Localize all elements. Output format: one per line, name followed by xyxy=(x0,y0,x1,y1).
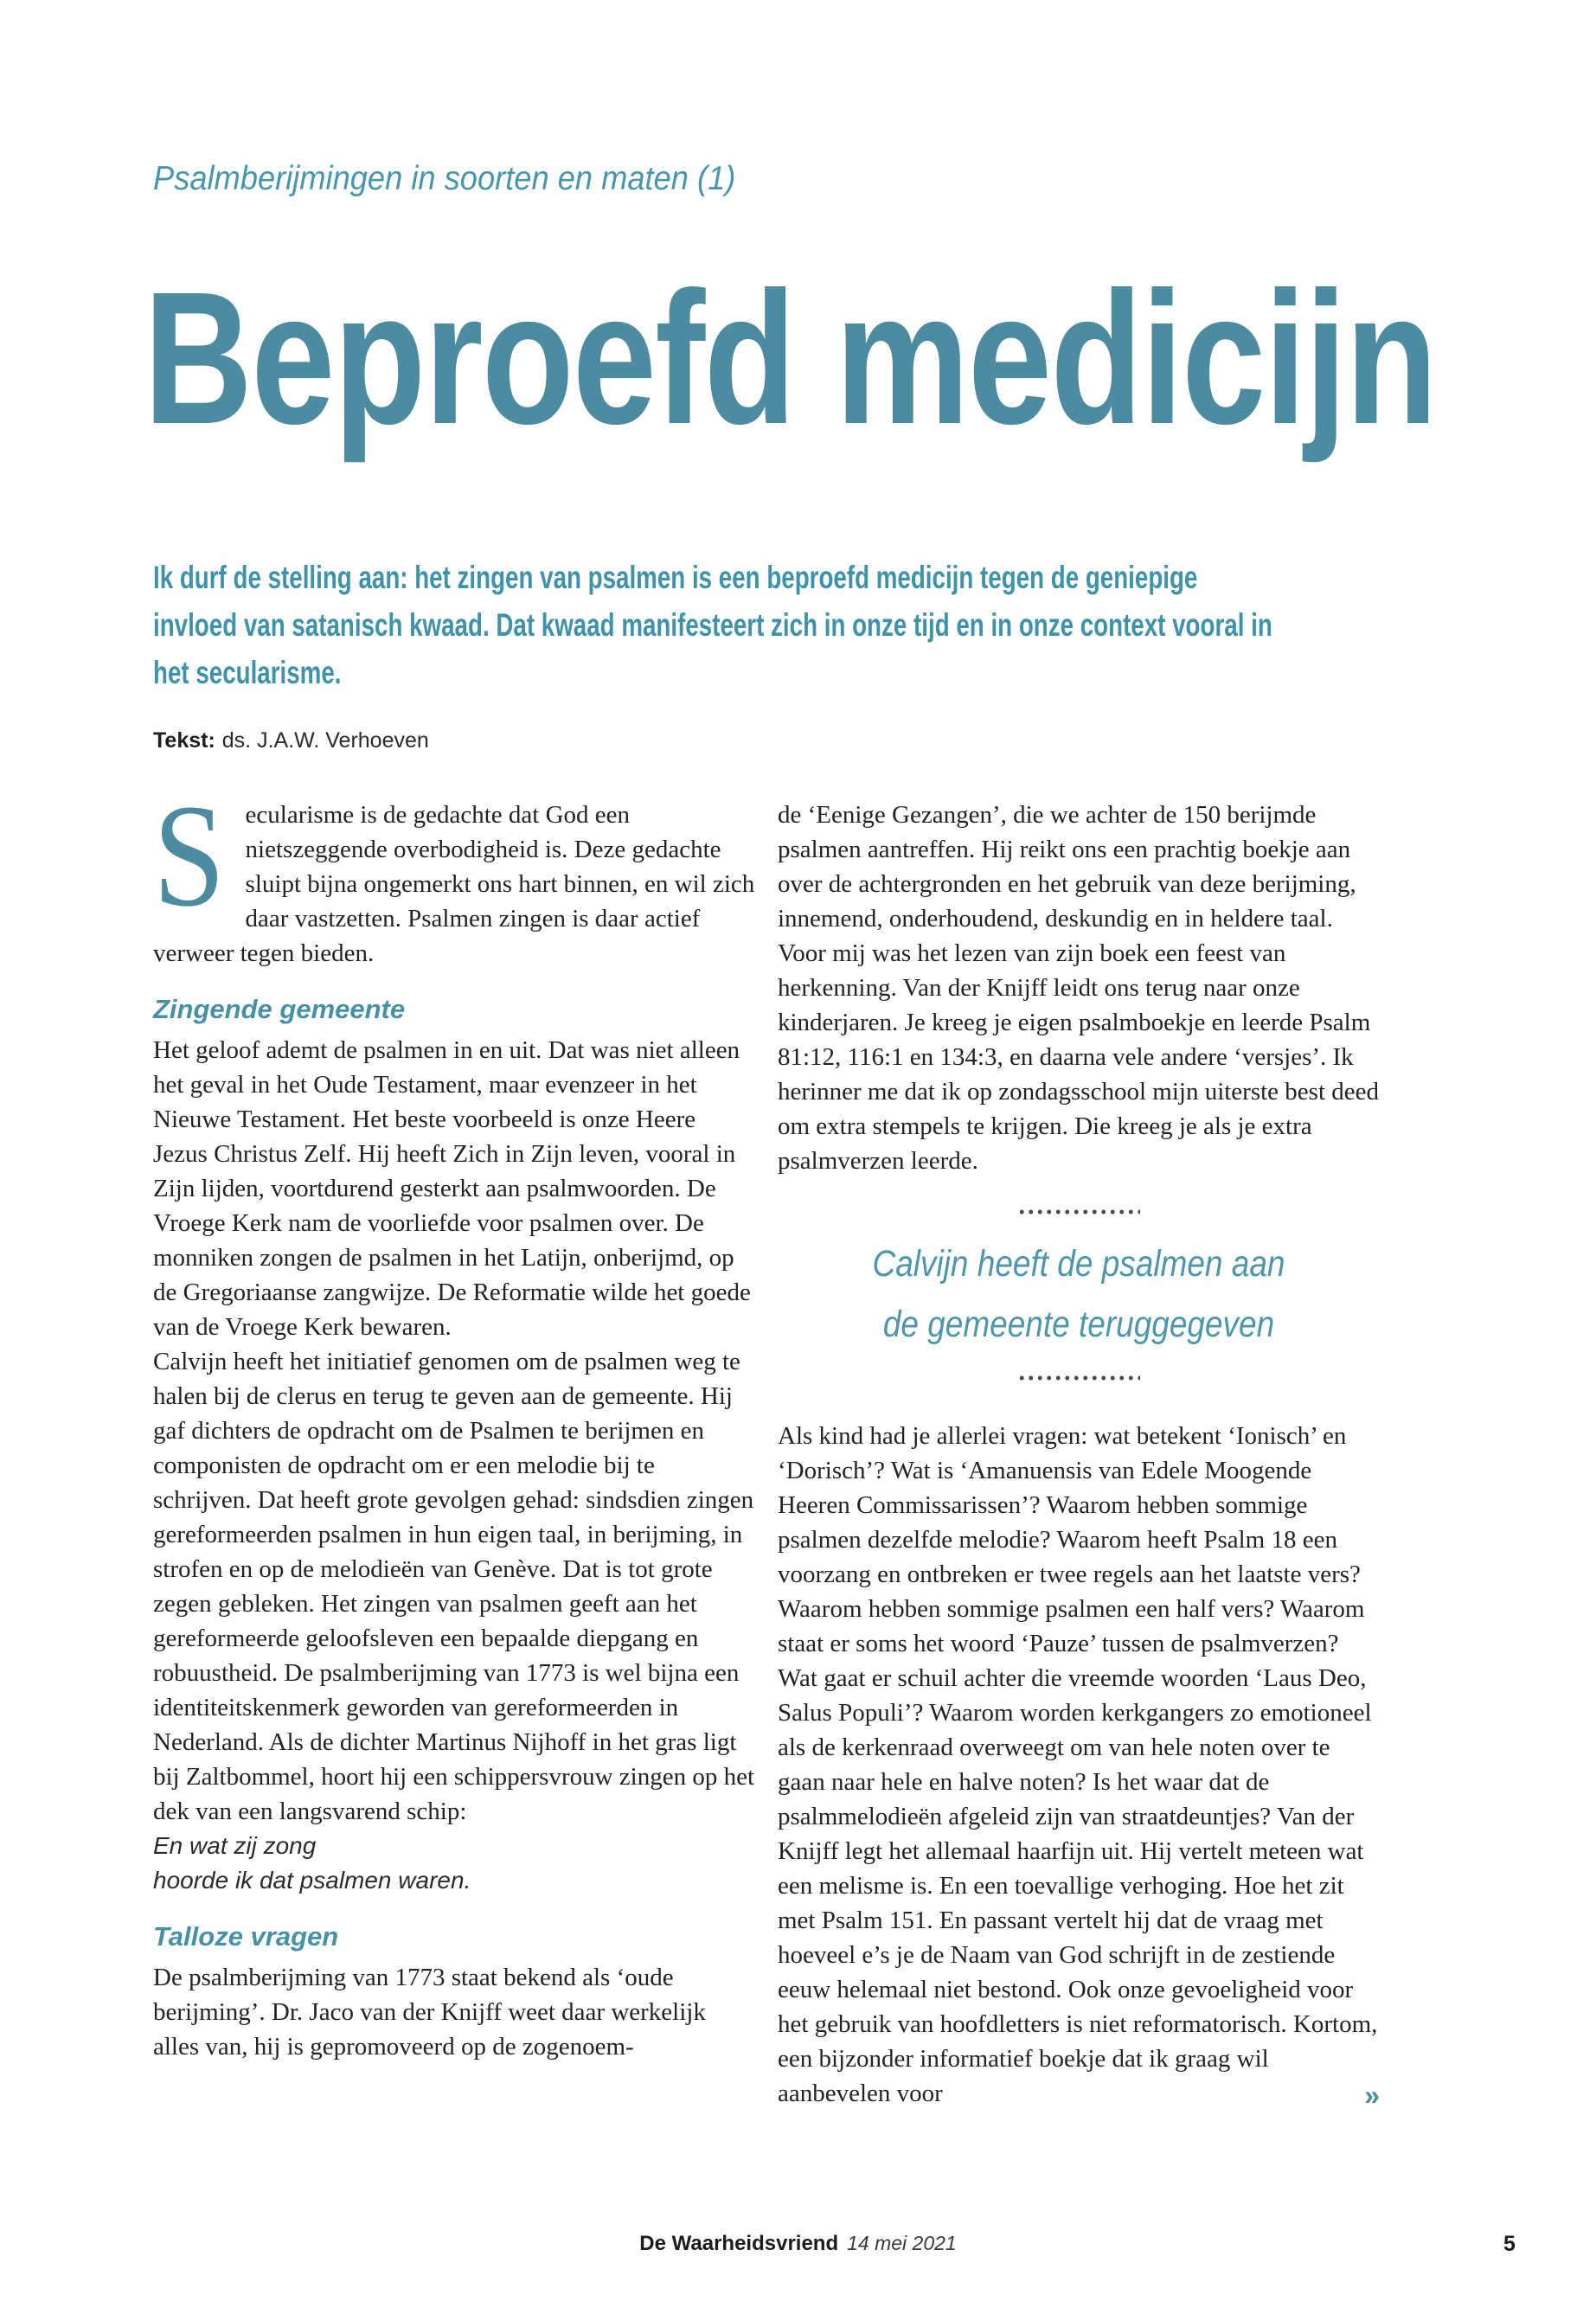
body-paragraph: Als kind had je allerlei vragen: wat betekent ‘Ionisch’ en ‘Dorisch’? Wat is ‘Amanuensis van Edele Moogende Heeren Commissarissen’? Waarom hebben sommige psalmen dezelfde melodie? Waarom heeft Psalm 18 een voorzang en ontbreken er twee regels aan het laatste vers? Waarom hebben sommige psalmen een half vers? Waarom staat er soms het woord ‘Pauze’ tussen de psalmverzen? Wat gaat er schuil achter die vreemde woorden ‘Laus Deo, Salus Populi’? Waarom worden kerkgangers zo emotioneel als de kerkenraad overweegt om van hele noten over te gaan naar hele en halve noten? Is het waar dat de psalmmelodieën afgeleid zijn van straatdeuntjes? Van der Knijff legt het allemaal haarfijn uit. Hij vertelt meteen wat een melisme is. En een toevallige verhoging. Hoe het zit met Psalm 151. En passant vertelt hij dat de vraag met hoeveel e’s je de Naam van God schrijft in de zestiende eeuw helemaal niet bestond. Ook onze gevoeligheid voor het gebruik van hoofdletters is niet reformatorisch. Kortom, een bijzonder informatief boekje dat ik graag wil aanbevelen voor » xyxy=(778,1422,1380,2111)
body-paragraph: de ‘Eenige Gezangen’, die we achter de 150 berijmde psalmen aantreffen. Hij reikt ons een prachtig boekje aan over de achtergronden en het gebruik van deze berijming, innemend, onderhoudend, deskundig en in heldere taal. Voor mij was het lezen van zijn boek een feest van herkenning. Van der Knijff leidt ons terug naar onze kinderjaren. Je kreeg je eigen psalmboekje en leerde Psalm 81:12, 116:1 en 134:3, en daarna vele andere ‘versjes’. Ik herinner me dat ik op zondagsschool mijn uiterste best deed om extra stempels te krijgen. Die kreeg je als je extra psalmverzen leerde. xyxy=(778,801,1380,1175)
pull-quote-line: Calvijn heeft de psalmen aan xyxy=(872,1243,1285,1285)
poem-lines: En wat zij zong hoorde ik dat psalmen waren. xyxy=(153,1832,471,1894)
body-paragraph: Calvijn heeft het initiatief genomen om de psalmen weg te halen bij de clerus en terug te geven aan de gemeente. Hij gaf dichters de opdracht om de Psalmen te berijmen en componisten de opdracht om er een melodie bij te schrijven. Dat heeft grote gevolgen gehad: sindsdien zingen gereformeerden psalmen in hun eigen taal, in berijming, in strofen en op de melodieën van Genève. Dat is tot grote zegen gebleken. Het zingen van psalmen geeft aan het gereformeerde geloofsleven een bepaalde diepgang en robuustheid. De psalmberijming van 1773 is wel bijna een identiteitskenmerk geworden van gereformeerden in Nederland. Als de dichter Martinus Nijhoff in het gras ligt bij Zaltbommel, hoort hij een schippersvrouw zingen op het dek van een langsvarend schip: xyxy=(153,1348,755,1825)
continuation-marker: » xyxy=(1364,2080,1380,2111)
intro-standfirst xyxy=(153,554,1596,696)
intro-line: het secularisme. xyxy=(153,655,342,690)
page-number: 5 xyxy=(1503,2232,1516,2256)
body-paragraph: Het geloof ademt de psalmen in en uit. Dat was niet alleen het geval in het Oude Testament, maar evenzeer in het Nieuwe Testament. Het beste voorbeeld is onze Heere Jezus Christus Zelf. Hij heeft Zich in Zijn leven, vooral in Zijn lijden, voortdurend gesterkt aan psalmwoorden. De Vroege Kerk nam de voorliefde voor psalmen over. De monniken zongen de psalmen in het Latijn, onberijmd, op de Gregoriaanse zangwijze. De Reformatie wilde het goede van de Vroege Kerk bewaren. xyxy=(153,1036,751,1341)
byline xyxy=(153,728,429,753)
byline-label: Tekst: xyxy=(153,728,215,753)
page-footer xyxy=(0,2232,1596,2256)
article-body xyxy=(153,774,1380,2111)
dotted-divider xyxy=(1017,1375,1140,1381)
dropcap-initial: S xyxy=(153,774,226,937)
issue-date: 14 mei 2021 xyxy=(847,2232,957,2254)
pull-quote-line: de gemeente teruggegeven xyxy=(882,1304,1275,1345)
pull-quote xyxy=(820,1234,1338,1355)
intro-line: Ik durf de stelling aan: het zingen van psalmen is een beproefd medicijn tegen de geniepige xyxy=(153,560,1198,595)
byline-author: ds. J.A.W. Verhoeven xyxy=(221,728,429,753)
kicker: Psalmberijmingen in soorten en maten (1) xyxy=(153,160,736,197)
body-paragraph: Secularisme is de gedachte dat God een nietszeggende overbodigheid is. Deze gedachte sluipt bijna ongemerkt ons hart binnen, en wil zich daar vastzetten. Psalmen zingen is daar actief verweer tegen bieden. xyxy=(153,774,755,967)
body-paragraph: De psalmberijming van 1773 staat bekend als ‘oude berijming’. Dr. Jaco van der Knijff weet daar werkelijk alles van, hij is gepromoveerd op de zogenoem- xyxy=(153,1964,706,2061)
intro-line: invloed van satanisch kwaad. Dat kwaad manifesteert zich in onze tijd en in onze context vooral in xyxy=(153,607,1272,643)
magazine-name: De Waarheidsvriend xyxy=(639,2232,839,2255)
section-subhead: Zingende gemeente xyxy=(153,994,406,1024)
column-left xyxy=(153,774,755,2064)
page-title: Beproefd medicijn xyxy=(144,253,1437,464)
dotted-divider xyxy=(1017,1209,1140,1215)
section-subhead: Talloze vragen xyxy=(153,1921,339,1952)
column-right xyxy=(778,798,1380,2111)
